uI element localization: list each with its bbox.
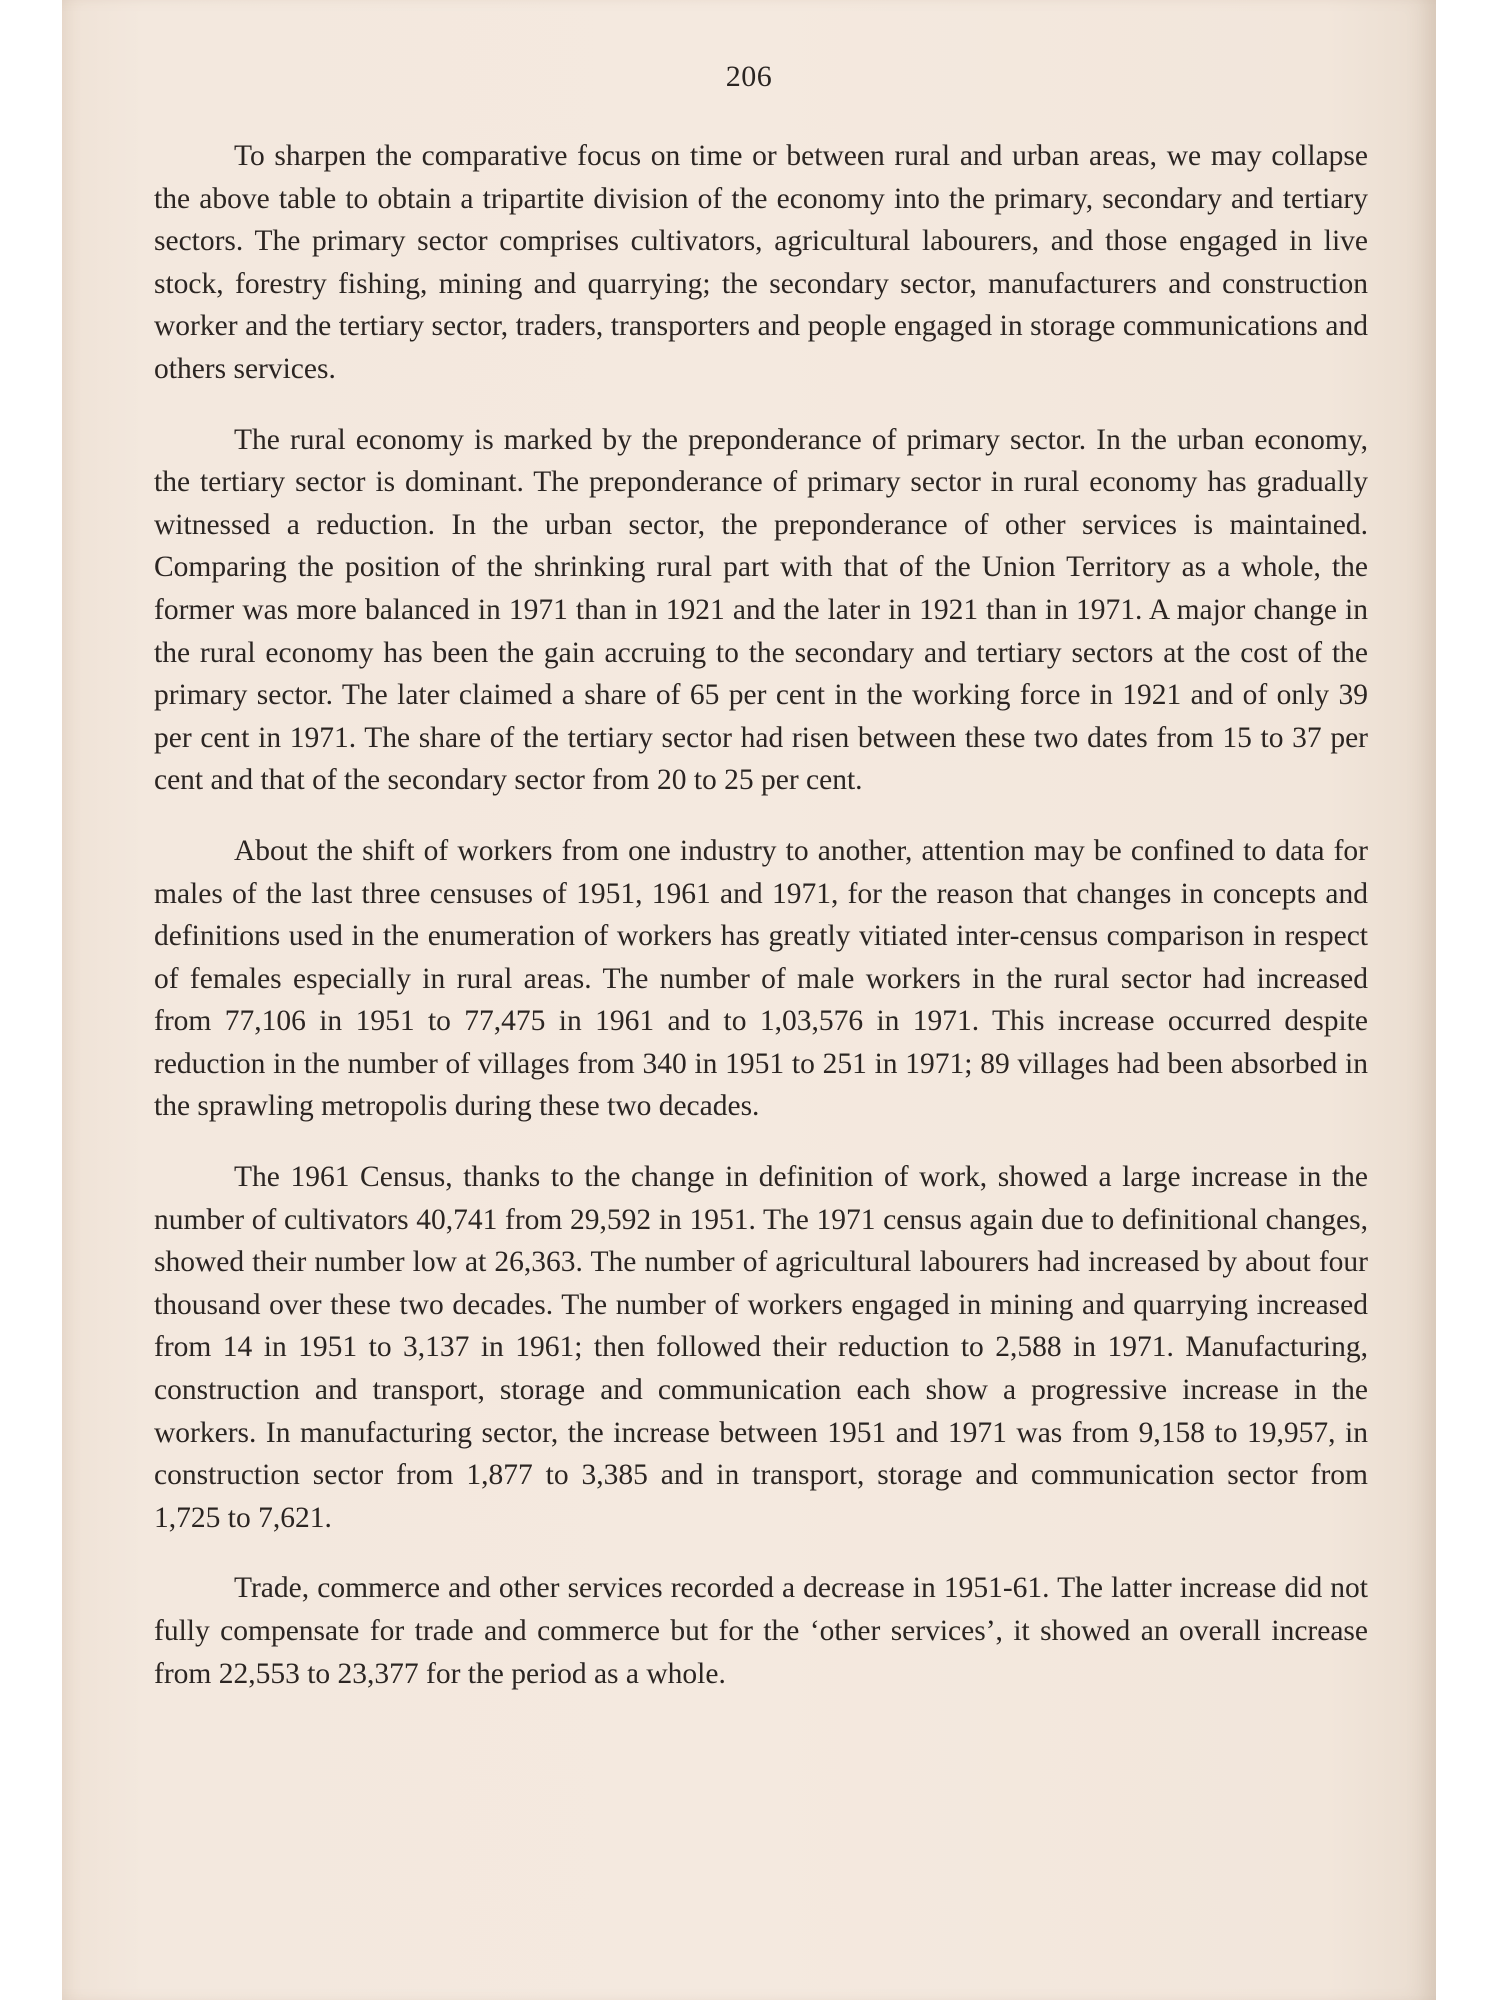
paragraph-rural-economy: The rural economy is marked by the preponderance of primary sector. In the urban economy, the tertiary sector is dominant. The preponderance of primary sector in rural economy has gradually witnessed a reduction. In the urban sector, the preponderance of other services is maintained. Comparing the position of the shrinking rural part with that of the Union Territory as a whole, the former was more balanced in 1971 than in 1921 and the later in 1921 than in 1971. A major change in the rural economy has been the gain accruing to the secondary and tertiary sectors at the cost of the primary sector. The later claimed a share of 65 per cent in the working force in 1921 and of only 39 per cent in 1971. The share of the tertiary sector had risen between these two dates from 15 to 37 per cent and that of the secondary sector from 20 to 25 per cent.	[154, 423, 1368, 797]
paragraph-1961-census: The 1961 Census, thanks to the change in definition of work, showed a large increase in the number of cultivators 40,741 from 29,592 in 1951. The 1971 census again due to definitional changes, showed their number low at 26,363. The number of agricultural labourers had increased by about four thousand over these two decades. The number of workers engaged in mining and quarrying increased from 14 in 1951 to 3,137 in 1961; then followed their reduction to 2,588 in 1971. Manufacturing, construction and transport, storage and communication each show a progressive increase in the workers. In manufacturing sector, the increase between 1951 and 1971 was from 9,158 to 19,957, in construction sector from 1,877 to 3,385 and in transport, storage and communication sector from 1,725 to 7,621.	[154, 1161, 1368, 1534]
body-text	[154, 135, 1368, 1695]
page-number: 206	[725, 60, 773, 93]
paragraph-trade-commerce: Trade, commerce and other services recorded a decrease in 1951-61. The latter increase did not fully compensate for trade and commerce but for the ‘other services’, it showed an overall increase from 22,553 to 23,377 for the period as a whole.	[154, 1572, 1368, 1690]
paragraph-worker-shift: About the shift of workers from one industry to another, attention may be confined to data for males of the last three censuses of 1951, 1961 and 1971, for the reason that changes in concepts and definitions used in the enumeration of workers has greatly vitiated inter-census comparison in respect of females especially in rural areas. The number of male workers in the rural sector had increased from 77,106 in 1951 to 77,475 in 1961 and to 1,03,576 in 1971. This increase occurred despite reduction in the number of villages from 340 in 1951 to 251 in 1971; 89 villages had been absorbed in the sprawling metropolis during these two decades.	[154, 834, 1368, 1123]
book-page	[62, 0, 1436, 2000]
paragraph-sector-division: To sharpen the comparative focus on time or between rural and urban areas, we may collapse the above table to obtain a tripartite division of the economy into the primary, secondary and tertiary sectors. The primary sector comprises cultivators, agricultural labourers, and those engaged in live stock, forestry fishing, mining and quarrying; the secondary sector, manufacturers and construction worker and the tertiary sector, traders, transporters and people engaged in storage communications and others services.	[154, 140, 1368, 385]
